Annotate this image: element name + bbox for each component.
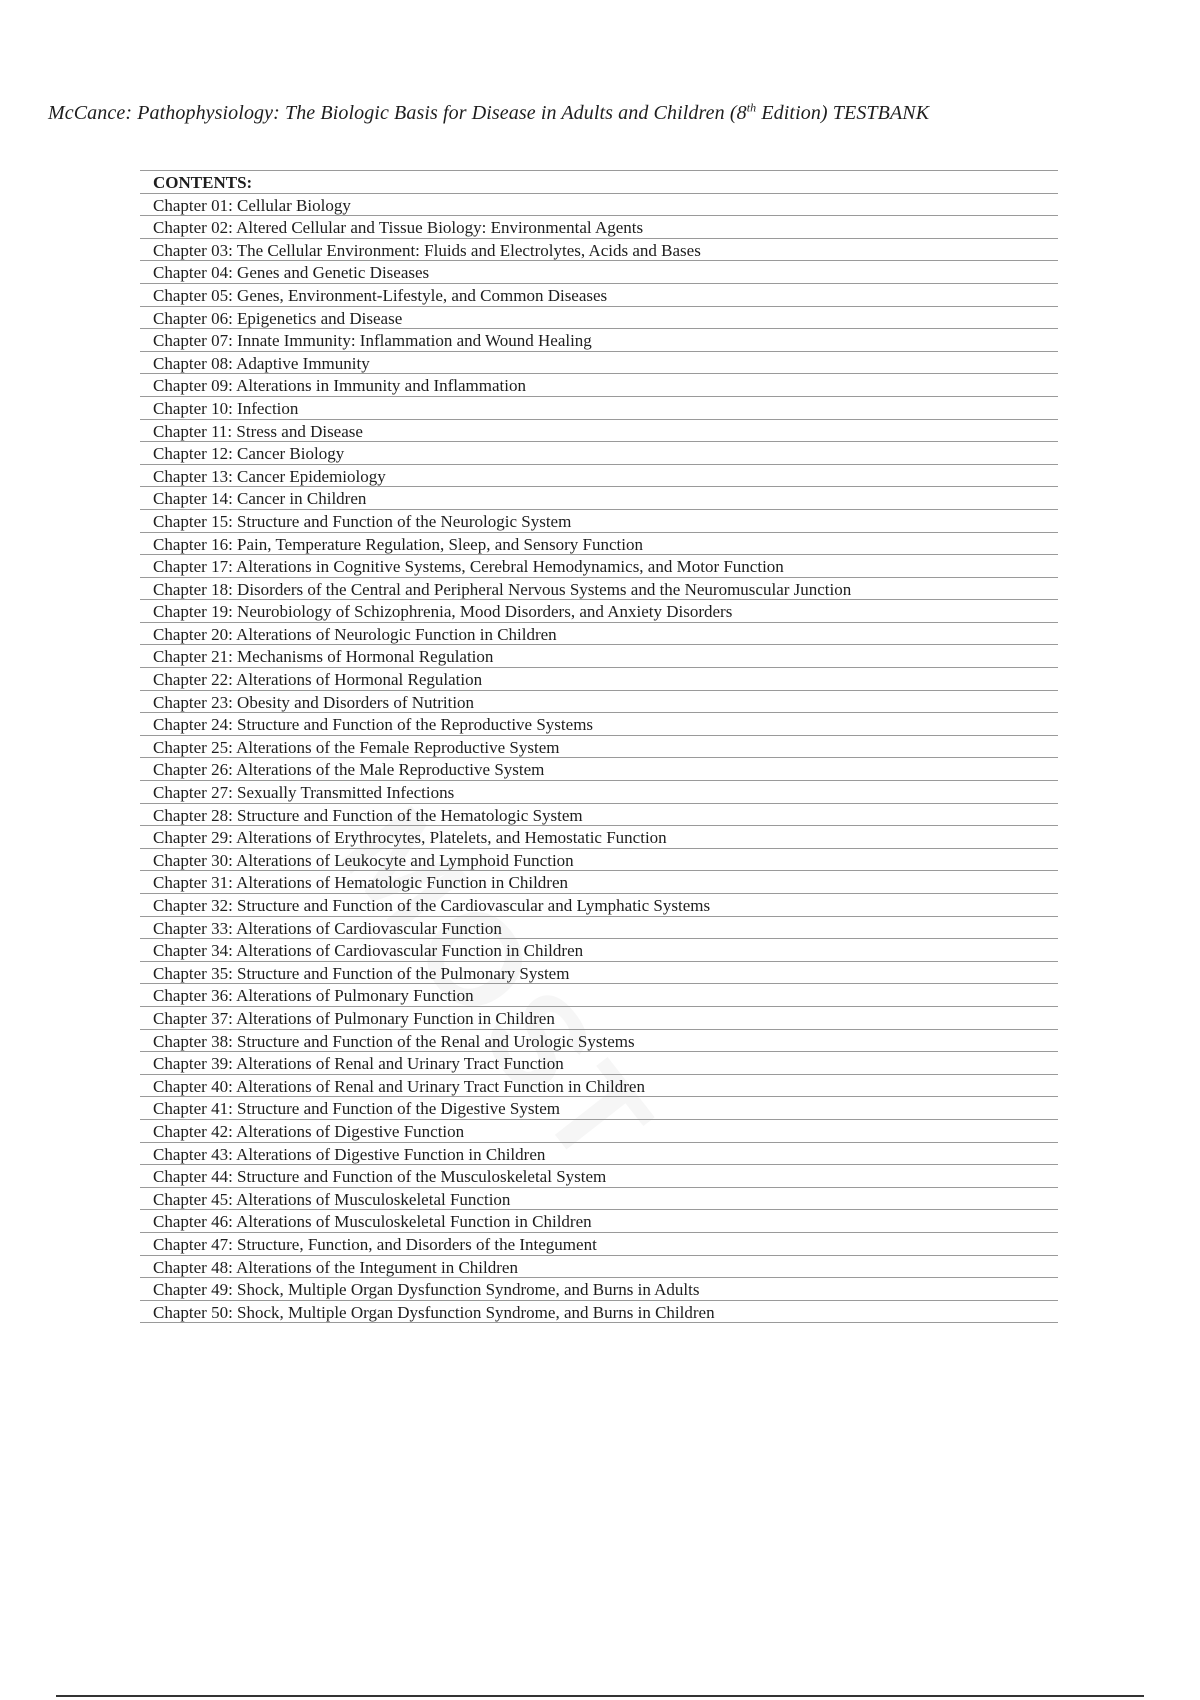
chapter-item: Chapter 38: Structure and Function of the Renal and Urologic Systems bbox=[140, 1030, 1058, 1053]
chapter-item: Chapter 50: Shock, Multiple Organ Dysfunction Syndrome, and Burns in Children bbox=[140, 1301, 1058, 1324]
chapter-item: Chapter 24: Structure and Function of the Reproductive Systems bbox=[140, 713, 1058, 736]
chapter-item: Chapter 45: Alterations of Musculoskeletal Function bbox=[140, 1188, 1058, 1211]
chapter-item: Chapter 46: Alterations of Musculoskeletal Function in Children bbox=[140, 1210, 1058, 1233]
chapter-item: Chapter 39: Alterations of Renal and Urinary Tract Function bbox=[140, 1052, 1058, 1075]
chapter-item: Chapter 13: Cancer Epidemiology bbox=[140, 465, 1058, 488]
chapter-item: Chapter 33: Alterations of Cardiovascular Function bbox=[140, 917, 1058, 940]
chapter-item: Chapter 48: Alterations of the Integument in Children bbox=[140, 1256, 1058, 1279]
chapter-item: Chapter 03: The Cellular Environment: Fluids and Electrolytes, Acids and Bases bbox=[140, 239, 1058, 262]
chapter-item: Chapter 26: Alterations of the Male Reproductive System bbox=[140, 758, 1058, 781]
chapter-item: Chapter 29: Alterations of Erythrocytes, Platelets, and Hemostatic Function bbox=[140, 826, 1058, 849]
chapter-item: Chapter 34: Alterations of Cardiovascular Function in Children bbox=[140, 939, 1058, 962]
chapter-item: Chapter 44: Structure and Function of the Musculoskeletal System bbox=[140, 1165, 1058, 1188]
chapter-item: Chapter 04: Genes and Genetic Diseases bbox=[140, 261, 1058, 284]
chapter-list bbox=[140, 194, 1058, 1324]
chapter-item: Chapter 11: Stress and Disease bbox=[140, 420, 1058, 443]
chapter-item: Chapter 12: Cancer Biology bbox=[140, 442, 1058, 465]
chapter-item: Chapter 37: Alterations of Pulmonary Function in Children bbox=[140, 1007, 1058, 1030]
chapter-item: Chapter 27: Sexually Transmitted Infections bbox=[140, 781, 1058, 804]
chapter-item: Chapter 01: Cellular Biology bbox=[140, 194, 1058, 217]
chapter-item: Chapter 43: Alterations of Digestive Function in Children bbox=[140, 1143, 1058, 1166]
chapter-item: Chapter 31: Alterations of Hematologic Function in Children bbox=[140, 871, 1058, 894]
contents-heading: CONTENTS: bbox=[140, 171, 1058, 194]
document-title-superscript: th bbox=[746, 100, 757, 115]
chapter-item: Chapter 36: Alterations of Pulmonary Function bbox=[140, 984, 1058, 1007]
chapter-item: Chapter 22: Alterations of Hormonal Regulation bbox=[140, 668, 1058, 691]
chapter-item: Chapter 47: Structure, Function, and Disorders of the Integument bbox=[140, 1233, 1058, 1256]
chapter-item: Chapter 28: Structure and Function of the Hematologic System bbox=[140, 804, 1058, 827]
chapter-item: Chapter 09: Alterations in Immunity and Inflammation bbox=[140, 374, 1058, 397]
footer-divider bbox=[56, 1695, 1144, 1697]
chapter-item: Chapter 15: Structure and Function of the Neurologic System bbox=[140, 510, 1058, 533]
chapter-item: Chapter 02: Altered Cellular and Tissue Biology: Environmental Agents bbox=[140, 216, 1058, 239]
table-of-contents bbox=[140, 170, 1058, 1323]
chapter-item: Chapter 08: Adaptive Immunity bbox=[140, 352, 1058, 375]
chapter-item: Chapter 42: Alterations of Digestive Function bbox=[140, 1120, 1058, 1143]
chapter-item: Chapter 16: Pain, Temperature Regulation, Sleep, and Sensory Function bbox=[140, 533, 1058, 556]
chapter-item: Chapter 40: Alterations of Renal and Urinary Tract Function in Children bbox=[140, 1075, 1058, 1098]
chapter-item: Chapter 06: Epigenetics and Disease bbox=[140, 307, 1058, 330]
chapter-item: Chapter 20: Alterations of Neurologic Function in Children bbox=[140, 623, 1058, 646]
chapter-item: Chapter 32: Structure and Function of the Cardiovascular and Lymphatic Systems bbox=[140, 894, 1058, 917]
chapter-item: Chapter 25: Alterations of the Female Reproductive System bbox=[140, 736, 1058, 759]
chapter-item: Chapter 10: Infection bbox=[140, 397, 1058, 420]
chapter-item: Chapter 49: Shock, Multiple Organ Dysfunction Syndrome, and Burns in Adults bbox=[140, 1278, 1058, 1301]
chapter-item: Chapter 21: Mechanisms of Hormonal Regulation bbox=[140, 645, 1058, 668]
chapter-item: Chapter 19: Neurobiology of Schizophrenia, Mood Disorders, and Anxiety Disorders bbox=[140, 600, 1058, 623]
chapter-item: Chapter 17: Alterations in Cognitive Systems, Cerebral Hemodynamics, and Motor Function bbox=[140, 555, 1058, 578]
chapter-item: Chapter 41: Structure and Function of the Digestive System bbox=[140, 1097, 1058, 1120]
chapter-item: Chapter 18: Disorders of the Central and Peripheral Nervous Systems and the Neuromuscular Junction bbox=[140, 578, 1058, 601]
document-title bbox=[48, 102, 929, 125]
chapter-item: Chapter 35: Structure and Function of the Pulmonary System bbox=[140, 962, 1058, 985]
chapter-item: Chapter 07: Innate Immunity: Inflammation and Wound Healing bbox=[140, 329, 1058, 352]
chapter-item: Chapter 23: Obesity and Disorders of Nutrition bbox=[140, 691, 1058, 714]
chapter-item: Chapter 30: Alterations of Leukocyte and Lymphoid Function bbox=[140, 849, 1058, 872]
chapter-item: Chapter 05: Genes, Environment-Lifestyle, and Common Diseases bbox=[140, 284, 1058, 307]
chapter-item: Chapter 14: Cancer in Children bbox=[140, 487, 1058, 510]
document-title-main: McCance: Pathophysiology: The Biologic Basis for Disease in Adults and Children (8 bbox=[48, 102, 747, 124]
document-title-tail: Edition) TESTBANK bbox=[756, 102, 930, 124]
